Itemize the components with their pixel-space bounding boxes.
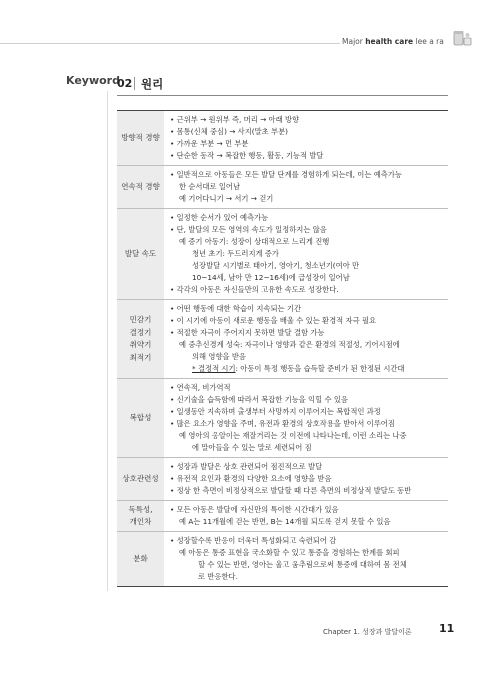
brand-suffix: lee a ra (415, 37, 444, 46)
section-title: 원리 (141, 77, 164, 91)
content-line: • 연속적, 비가역적 (170, 383, 231, 392)
content-line: 예 영아의 옹알이는 재잘거리는 것 이전에 나타나는데, 이런 소리는 나중 (179, 431, 407, 440)
row-category (117, 458, 164, 500)
table-row (117, 532, 448, 587)
content-line: 예 증기 아동기: 성장이 상대적으로 느리게 진행 (179, 237, 330, 246)
content-line: 예 아동은 통증 표현을 국소화할 수 있고 통증을 경험하는 한계를 회피 (179, 548, 400, 557)
row-category (117, 166, 164, 208)
page-number: 11 (439, 622, 455, 635)
content-line: 의해 영향을 받음 (192, 352, 246, 361)
row-content (164, 209, 448, 299)
table-row (117, 166, 448, 209)
row-category (117, 379, 164, 457)
category-label: 연속적 경향 (121, 181, 160, 191)
row-category (117, 501, 164, 531)
content-line: • 성장과 발달은 상호 관련되어 점진적으로 발달 (170, 462, 323, 471)
content-line: • 일생동안 지속하며 출생부터 사망까지 이루어지는 복합적인 과정 (170, 407, 381, 416)
content-line: • 모든 아동은 발달에 자신만의 특이한 시간대가 있음 (170, 505, 339, 514)
row-content (164, 166, 448, 208)
category-label: 분화 (133, 553, 148, 563)
category-label: 민감기 (129, 315, 152, 324)
category-label: 취약기 (129, 340, 152, 349)
content-line: • 신기술을 습득함에 따라서 복잡한 기능을 익힐 수 있음 (170, 395, 348, 404)
content-line: 로 반응한다. (198, 572, 238, 581)
category-label: 복합성 (129, 412, 152, 422)
content-line: • 많은 요소가 영향을 주며, 유전과 환경의 상호작용을 받아서 이루어짐 (170, 419, 395, 428)
row-content (164, 300, 448, 378)
content-line: 예 A는 11개월에 걷는 반면, B는 14개월 되도록 걷지 못할 수 있음 (179, 517, 391, 526)
category-label: 상호관련성 (122, 473, 159, 483)
table-row (117, 209, 448, 300)
category-label: 독특성, (128, 504, 153, 514)
content-line: • 어떤 행동에 대한 학습이 지속되는 기간 (170, 304, 302, 313)
brand-prefix: Major (342, 37, 363, 46)
principles-table (117, 110, 448, 587)
chapter-footer: Chapter 1. 성장과 발달이론 (323, 628, 412, 636)
category-label: 최적기 (129, 352, 152, 362)
row-category (117, 532, 164, 586)
content-line: • 근위부 → 원위부 즉, 머리 → 아래 방향 (170, 115, 300, 124)
content-line: • 몸통(신체 중심) → 사지(말초 부분) (170, 127, 288, 136)
category-label: 방향적 경향 (121, 132, 160, 142)
content-line: • 일반적으로 아동들은 모든 발달 단계를 경험하게 되는데, 이는 예측가능 (170, 170, 402, 179)
content-line: 예 기어다니기 → 서기 → 걷기 (179, 194, 274, 203)
row-content (164, 379, 448, 457)
category-label: 결정기 (129, 327, 152, 337)
content-line: 한 순서대로 일어남 (179, 182, 241, 191)
section-separator (134, 77, 135, 90)
content-line: 청년 초기: 두드러지게 증가 (192, 249, 279, 258)
content-line: • 이 시기에 아동이 새로운 행동을 배울 수 있는 환경적 자극 필요 (170, 316, 377, 325)
table-row (117, 501, 448, 532)
content-line: • 성장할수록 반응이 더욱더 특성화되고 숙련되어 감 (170, 536, 337, 545)
keyword-label: Keyword (66, 74, 120, 87)
content-line: • 가까운 부분 → 먼 부분 (170, 139, 249, 148)
row-category (117, 300, 164, 378)
category-label: 발달 속도 (124, 248, 157, 258)
row-content (164, 111, 448, 165)
content-line: 에 말아들을 수 있는 말로 세련되어 짐 (192, 443, 312, 452)
pill-bottle-icon (452, 29, 472, 47)
section-number: 02 (117, 77, 133, 90)
brand-bold: health care (365, 37, 414, 46)
section-rule (117, 95, 448, 96)
table-row (117, 458, 448, 501)
content-line: • 단, 발달의 모든 영역의 속도가 일정하지는 않음 (170, 225, 327, 234)
row-category (117, 111, 164, 165)
content-line: • 일정한 순서가 있어 예측가능 (170, 213, 269, 222)
row-category (117, 209, 164, 299)
content-line: 10~14세, 남아 만 12~16세)에 급성장이 일어남 (192, 273, 350, 282)
content-line: * 결정적 시기: 아동이 특정 행동을 습득할 준비가 된 한정된 시간대 (192, 364, 405, 373)
header-rule (0, 43, 340, 44)
table-row (117, 379, 448, 458)
content-line: • 적절한 자극이 주어지지 못하면 발달 결함 가능 (170, 328, 325, 337)
running-header (342, 37, 444, 46)
table-row (117, 111, 448, 166)
content-line: • 단순한 동작 → 복잡한 행동, 활동, 기능적 발달 (170, 151, 324, 160)
row-content (164, 501, 448, 531)
content-line: • 각각의 아동은 자신들만의 고유한 속도로 성장한다. (170, 285, 339, 294)
content-line: 예 중추신경계 성숙: 자극이나 영향과 같은 환경의 적절성, 기어시점에 (179, 340, 400, 349)
content-line: • 정상 한 측면이 비정상적으로 발달할 때 다른 측면의 비정상적 발달도 동반 (170, 486, 412, 495)
row-content (164, 532, 448, 586)
row-content (164, 458, 448, 500)
content-line: 성장발달 시기별로 태아기, 영아기, 청소년기(여아 만 (192, 261, 360, 270)
margin-divider (107, 91, 108, 591)
category-label: 개인차 (129, 517, 152, 526)
content-line: • 유전적 요인과 환경의 다양한 요소에 영향을 받음 (170, 474, 332, 483)
table-row (117, 300, 448, 379)
content-line: 할 수 있는 반면, 영아는 울고 움추림으로써 통증에 대하여 몸 전체 (198, 560, 407, 569)
